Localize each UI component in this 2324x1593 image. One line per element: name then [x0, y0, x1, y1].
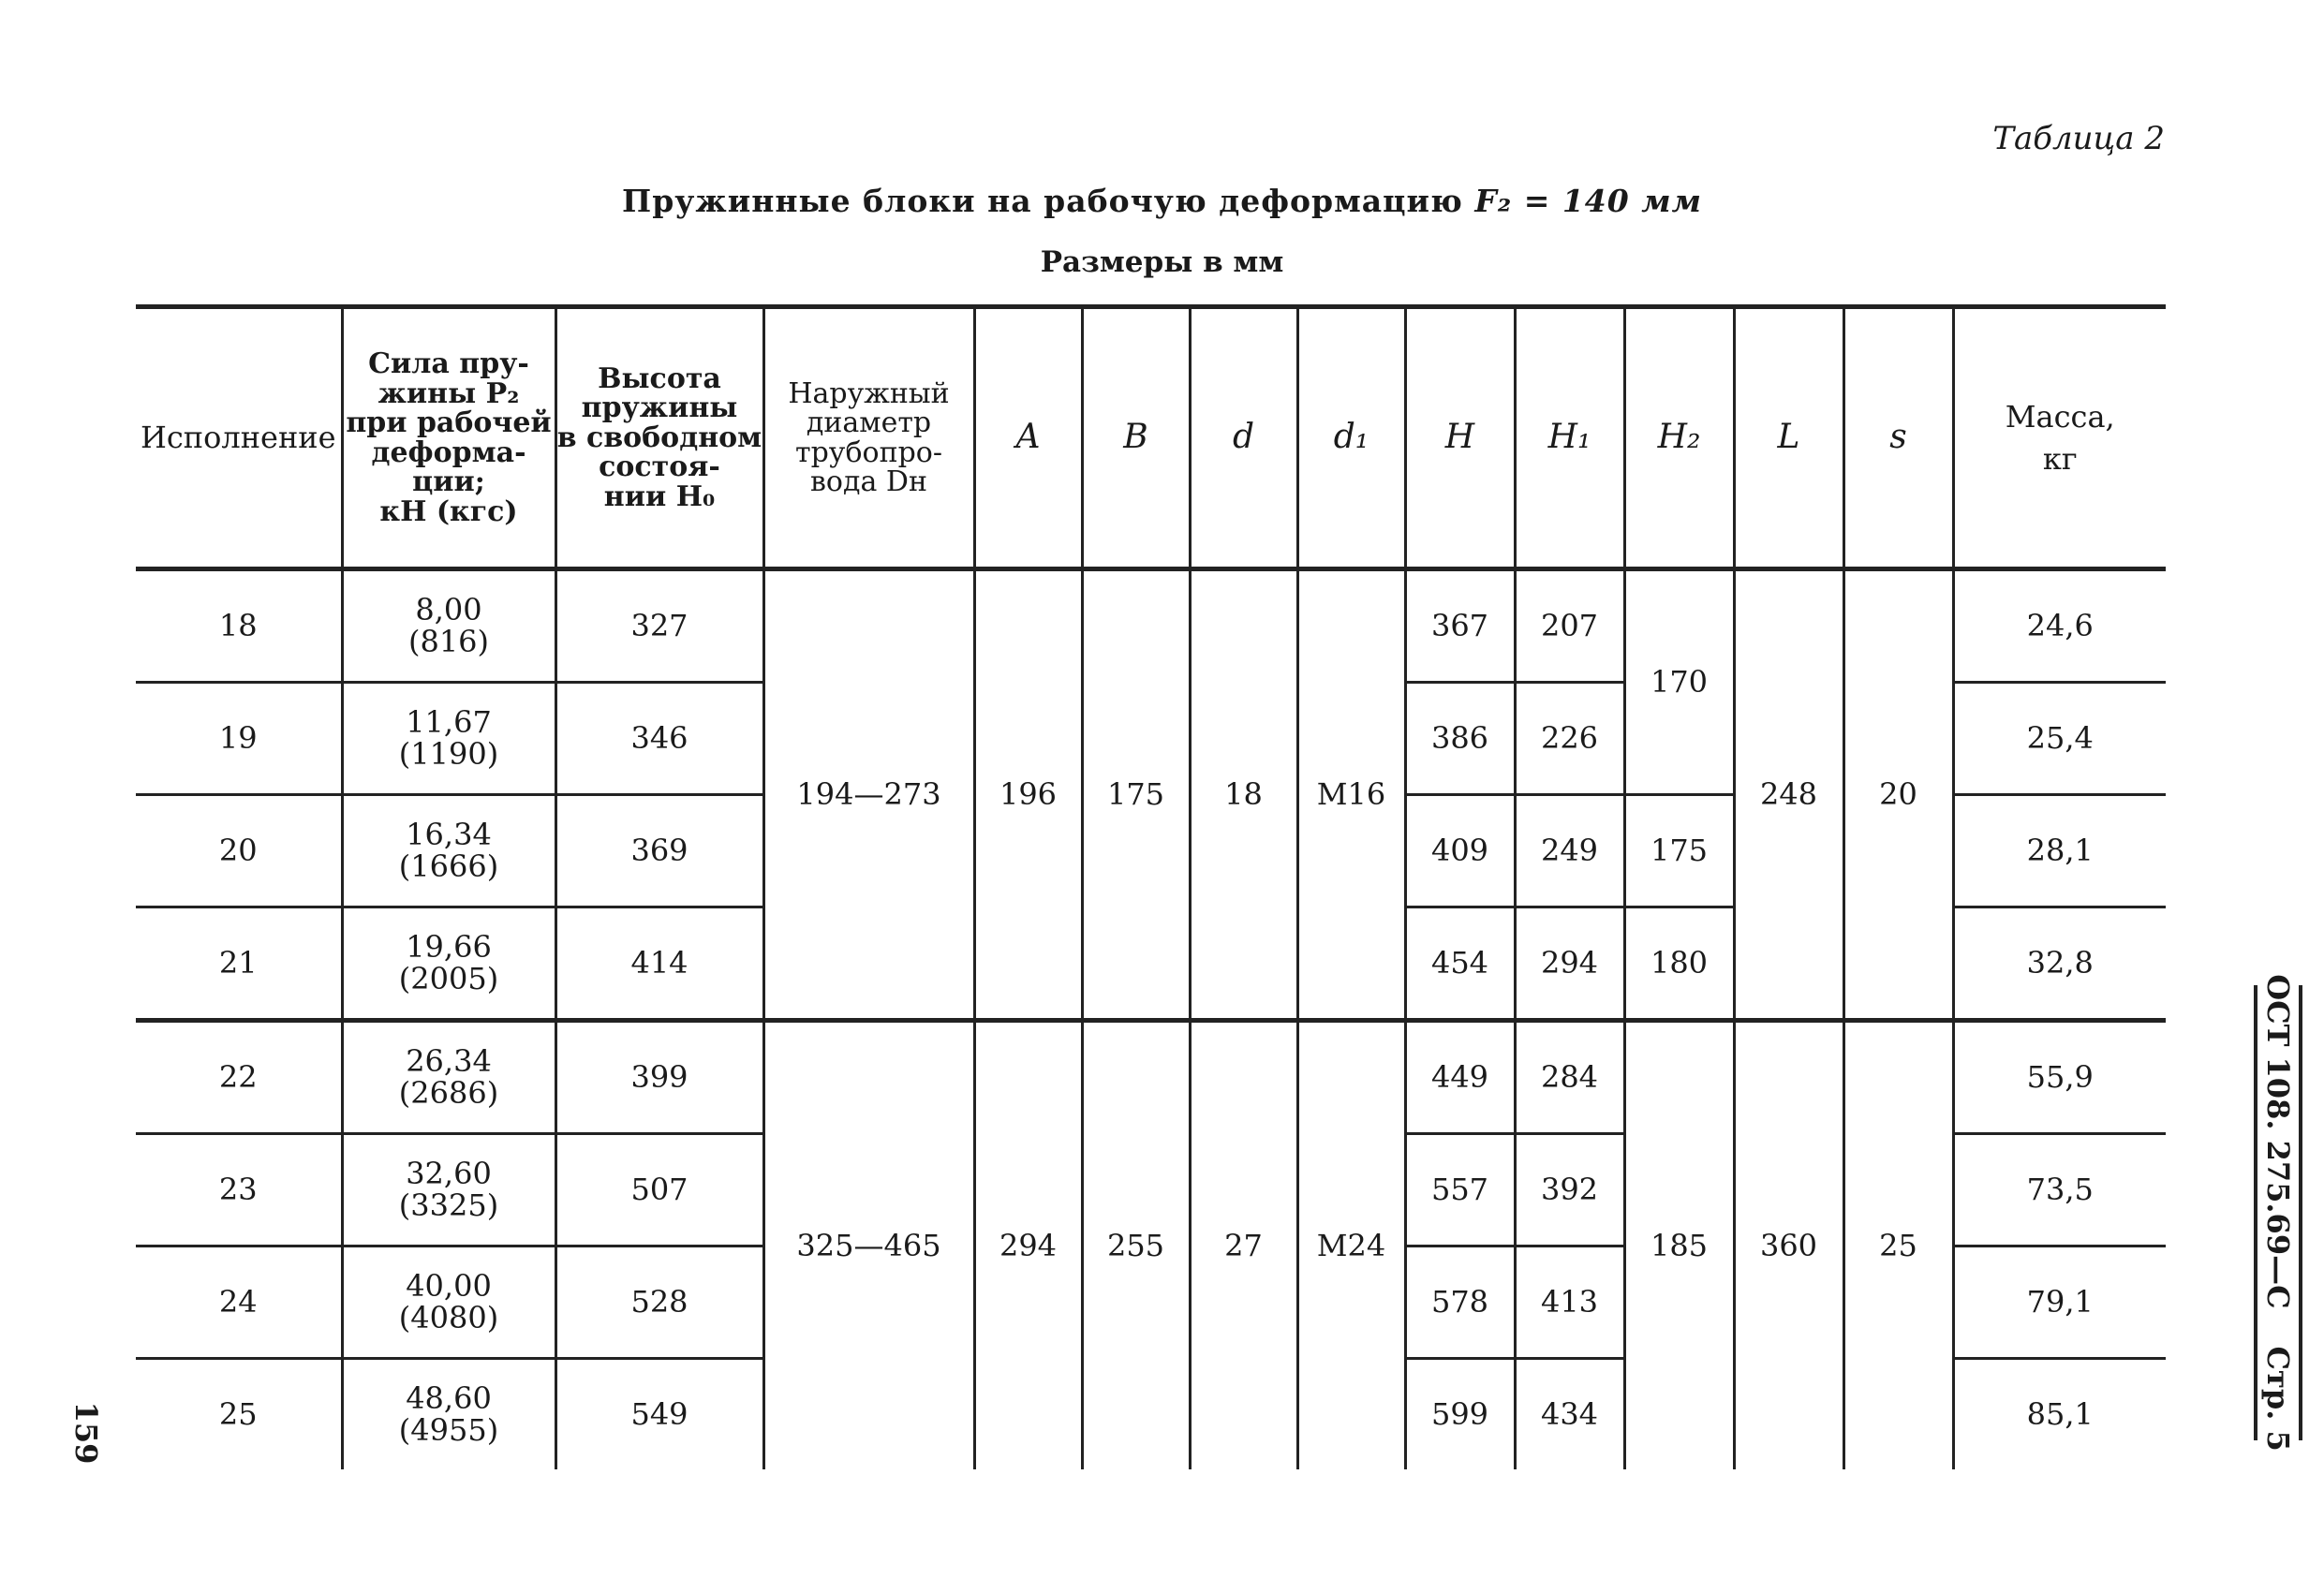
- header-force-line: жины P₂: [377, 376, 520, 410]
- header-d1: [1297, 307, 1405, 569]
- title-text: Пружинные блоки на рабочую деформацию: [622, 183, 1475, 219]
- header-L-label: L: [1777, 418, 1800, 457]
- cell-A: 196: [974, 569, 1082, 1021]
- cell-diameter: 194—273: [763, 569, 974, 1021]
- header-force-line: ции;: [412, 465, 485, 498]
- cell-force-kgf: (4955): [398, 1411, 499, 1448]
- header-d-label: d: [1232, 418, 1255, 457]
- header-s: [1843, 307, 1953, 569]
- header-A: [974, 307, 1082, 569]
- cell-force-kgf: (1666): [398, 848, 499, 884]
- cell-H: 449: [1405, 1021, 1515, 1134]
- header-row: [136, 307, 2166, 569]
- cell-force-kn: 26,34: [406, 1042, 492, 1079]
- cell-force-kgf: (816): [407, 623, 490, 659]
- cell-force: [342, 907, 555, 1021]
- cell-d1: M16: [1297, 569, 1405, 1021]
- cell-free-height: 399: [555, 1021, 763, 1134]
- cell-force-kn: 16,34: [406, 816, 492, 852]
- header-free-height-line: состоя-: [599, 450, 720, 484]
- header-H1: [1515, 307, 1624, 569]
- cell-L: 360: [1734, 1021, 1843, 1470]
- header-A-label: A: [1015, 418, 1041, 457]
- cell-force-kgf: (2686): [398, 1074, 499, 1111]
- cell-H: 454: [1405, 907, 1515, 1021]
- cell-force-kgf: (2005): [398, 960, 499, 996]
- cell-H1: 294: [1515, 907, 1624, 1021]
- header-free-height-line: в свободном: [556, 420, 762, 454]
- page-number-text: 159: [68, 1401, 104, 1465]
- cell-H: 409: [1405, 795, 1515, 907]
- cell-force-kn: 40,00: [406, 1267, 492, 1304]
- cell-mass: 28,1: [1953, 795, 2166, 907]
- cell-H: 557: [1405, 1134, 1515, 1246]
- cell-force-kn: 11,67: [406, 703, 492, 740]
- cell-mass: 32,8: [1953, 907, 2166, 1021]
- header-L: [1734, 307, 1843, 569]
- header-mass: [1953, 307, 2166, 569]
- cell-H2: 185: [1624, 1021, 1734, 1470]
- header-force-line: кН (кгс): [379, 494, 518, 528]
- cell-H2: 180: [1624, 907, 1734, 1021]
- header-force-line: при рабочей: [346, 406, 552, 439]
- header-mass-line: кг: [2042, 440, 2078, 477]
- cell-variant: 22: [136, 1021, 342, 1134]
- table-subtitle: Размеры в мм: [1040, 245, 1284, 279]
- cell-free-height: 414: [555, 907, 763, 1021]
- header-force-line: деформа-: [371, 435, 526, 469]
- cell-H2: 170: [1624, 569, 1734, 795]
- header-H: [1405, 307, 1515, 569]
- cell-force-kgf: (3325): [398, 1187, 499, 1223]
- cell-mass: 85,1: [1953, 1359, 2166, 1470]
- table-title: [0, 183, 2324, 219]
- cell-variant: 23: [136, 1134, 342, 1246]
- cell-free-height: 549: [555, 1359, 763, 1470]
- cell-H: 578: [1405, 1246, 1515, 1359]
- cell-H1: 434: [1515, 1359, 1624, 1470]
- header-force: [342, 307, 555, 569]
- page-number: [67, 1401, 105, 1465]
- cell-force: [342, 1021, 555, 1134]
- cell-free-height: 507: [555, 1134, 763, 1246]
- cell-d: 27: [1190, 1021, 1297, 1470]
- standard-number: ОСТ 108. 275.69—С: [2260, 974, 2296, 1309]
- cell-variant: 19: [136, 683, 342, 795]
- cell-mass: 55,9: [1953, 1021, 2166, 1134]
- header-d: [1190, 307, 1297, 569]
- header-H2-label: H₂: [1657, 418, 1701, 457]
- header-s-label: s: [1889, 418, 1907, 457]
- cell-free-height: 327: [555, 569, 763, 683]
- header-H-label: H: [1444, 418, 1475, 457]
- cell-H1: 249: [1515, 795, 1624, 907]
- header-B-label: B: [1123, 418, 1148, 457]
- cell-mass: 79,1: [1953, 1246, 2166, 1359]
- cell-force-kn: 32,60: [406, 1155, 492, 1191]
- cell-d: 18: [1190, 569, 1297, 1021]
- header-H2: [1624, 307, 1734, 569]
- cell-variant: 18: [136, 569, 342, 683]
- cell-s: 20: [1843, 569, 1953, 1021]
- cell-H1: 284: [1515, 1021, 1624, 1134]
- header-free-height: [555, 307, 763, 569]
- cell-force: [342, 569, 555, 683]
- header-mass-line: Масса,: [2005, 398, 2115, 435]
- cell-H2: 175: [1624, 795, 1734, 907]
- cell-force: [342, 1359, 555, 1470]
- header-d1-label: d₁: [1333, 418, 1369, 457]
- cell-H: 386: [1405, 683, 1515, 795]
- header-diameter-line: диаметр: [806, 406, 932, 439]
- table-row: [136, 569, 2166, 683]
- cell-force: [342, 683, 555, 795]
- title-formula: F₂ = 140 мм: [1474, 183, 1702, 219]
- cell-H1: 413: [1515, 1246, 1624, 1359]
- spring-blocks-table: [136, 304, 2166, 1469]
- cell-free-height: 346: [555, 683, 763, 795]
- header-diameter-line: Наружный: [788, 376, 950, 410]
- cell-mass: 25,4: [1953, 683, 2166, 795]
- header-force-line: Сила пру-: [368, 347, 529, 380]
- cell-free-height: 528: [555, 1246, 763, 1359]
- table-row: [136, 1021, 2166, 1134]
- header-diameter: [763, 307, 974, 569]
- header-variant: [136, 307, 342, 569]
- table-label: Таблица 2: [1992, 120, 2165, 157]
- cell-d1: M24: [1297, 1021, 1405, 1470]
- cell-H1: 207: [1515, 569, 1624, 683]
- cell-variant: 25: [136, 1359, 342, 1470]
- cell-variant: 21: [136, 907, 342, 1021]
- cell-force: [342, 1246, 555, 1359]
- cell-variant: 24: [136, 1246, 342, 1359]
- cell-force-kn: 48,60: [406, 1379, 492, 1416]
- header-diameter-line: трубопро-: [795, 435, 942, 469]
- cell-H1: 392: [1515, 1134, 1624, 1246]
- cell-A: 294: [974, 1021, 1082, 1470]
- header-free-height-line: нии H₀: [603, 479, 716, 513]
- cell-H1: 226: [1515, 683, 1624, 795]
- side-document-label: [2254, 974, 2302, 1452]
- header-H1-label: H₁: [1547, 418, 1591, 457]
- cell-free-height: 369: [555, 795, 763, 907]
- cell-s: 25: [1843, 1021, 1953, 1470]
- cell-L: 248: [1734, 569, 1843, 1021]
- cell-force: [342, 795, 555, 907]
- cell-mass: 24,6: [1953, 569, 2166, 683]
- cell-diameter: 325—465: [763, 1021, 974, 1470]
- header-diameter-line: вода Dн: [810, 465, 927, 498]
- cell-force-kgf: (1190): [398, 735, 499, 772]
- sheet-number: Стр. 5: [2260, 1346, 2296, 1452]
- cell-force-kn: 8,00: [415, 591, 482, 627]
- cell-H: 367: [1405, 569, 1515, 683]
- cell-variant: 20: [136, 795, 342, 907]
- header-free-height-line: пружины: [581, 391, 738, 425]
- cell-force-kgf: (4080): [398, 1299, 499, 1335]
- cell-B: 175: [1082, 569, 1190, 1021]
- cell-H: 599: [1405, 1359, 1515, 1470]
- header-free-height-line: Высота: [598, 361, 721, 395]
- cell-B: 255: [1082, 1021, 1190, 1470]
- cell-force-kn: 19,66: [406, 928, 492, 965]
- cell-force: [342, 1134, 555, 1246]
- header-B: [1082, 307, 1190, 569]
- cell-mass: 73,5: [1953, 1134, 2166, 1246]
- header-variant-label: Исполнение: [140, 420, 336, 456]
